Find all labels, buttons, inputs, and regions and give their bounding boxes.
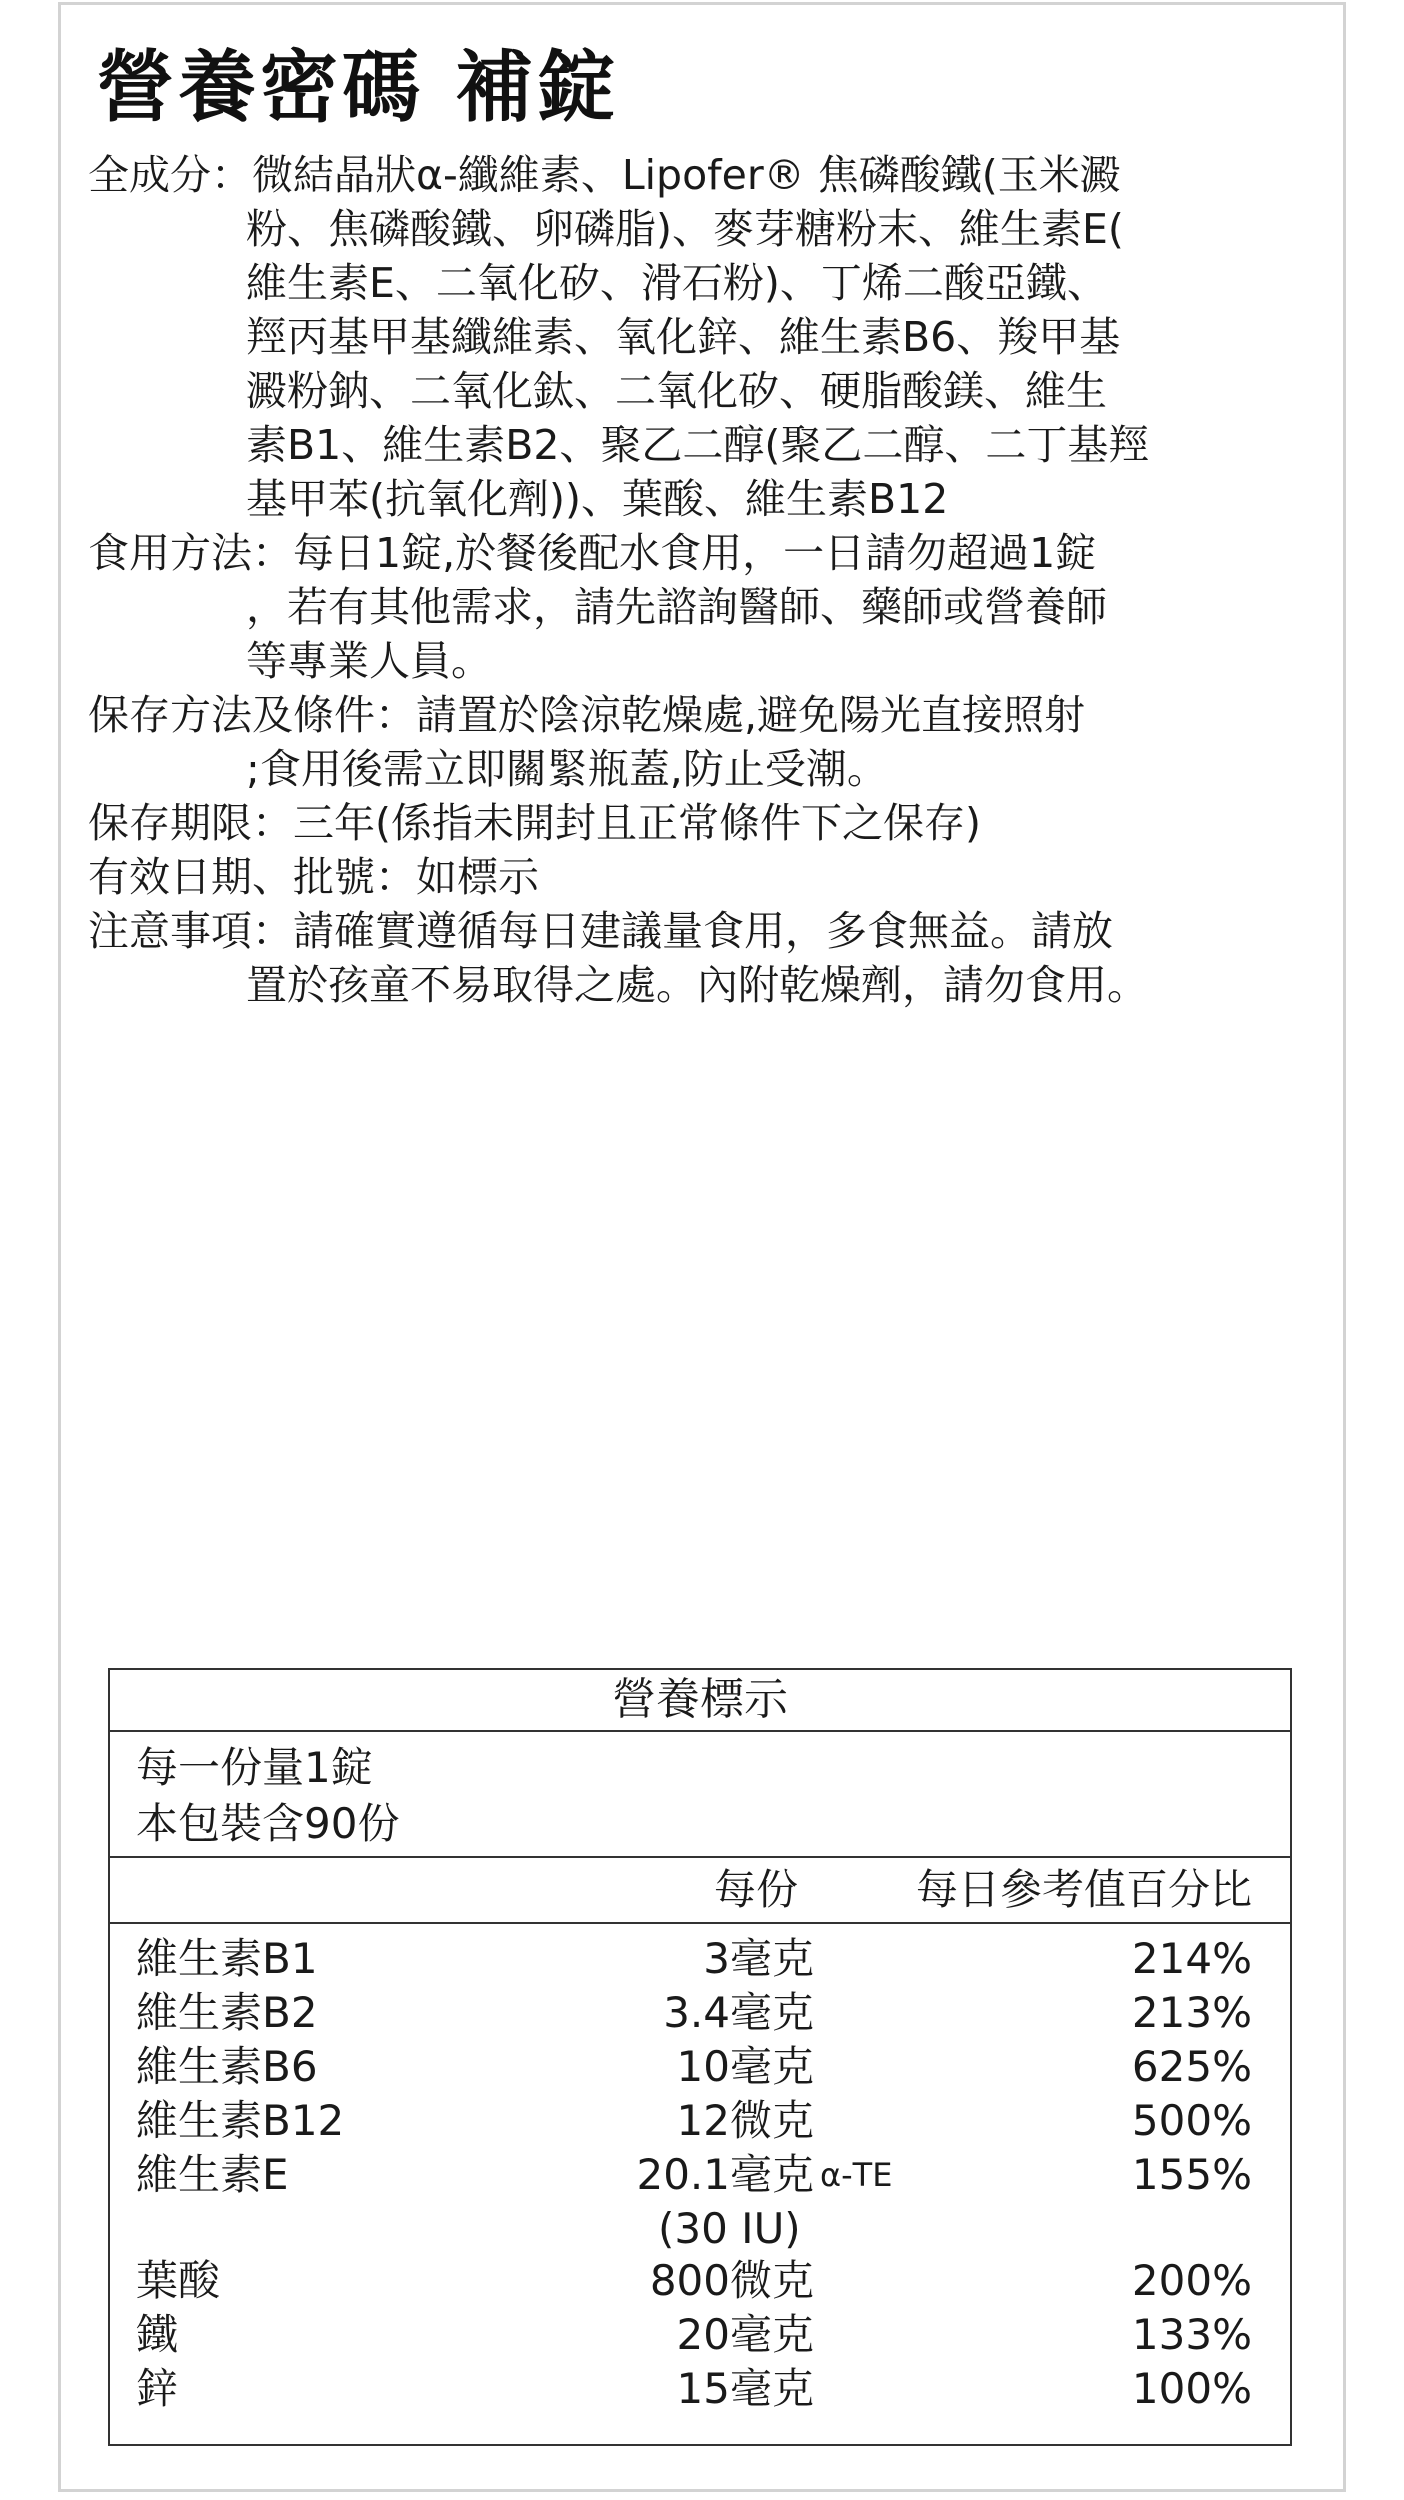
nutrient-row (110, 1986, 1290, 2040)
nutrient-daily-value: 500% (1131, 2096, 1252, 2145)
section-continuation-line: 維生素E、二氧化矽、滑石粉)、丁烯二酸亞鐵、 (246, 259, 1108, 307)
section-continuation-line: ;食用後需立即關緊瓶蓋,防止受潮。 (246, 745, 888, 793)
section-row (88, 796, 1318, 850)
section-label: 保存方法及條件： (88, 691, 416, 739)
section-usage (88, 526, 1318, 688)
nutrient-daily-value: 100% (1131, 2364, 1252, 2413)
nutrient-row (110, 2040, 1290, 2094)
section-continuation-line: 澱粉鈉、二氧化鈦、二氧化矽、硬脂酸鎂、維生 (246, 367, 1107, 415)
section-expiry-batch (88, 850, 1318, 904)
nutrient-amount: 20毫克 (676, 2310, 814, 2359)
nutrient-name: 葉酸 (136, 2256, 221, 2305)
nutrient-amount: 10毫克 (676, 2042, 814, 2091)
nutrient-daily-value: 625% (1131, 2042, 1252, 2091)
nutrient-daily-value: 155% (1131, 2150, 1252, 2199)
section-first-line: 請置於陰涼乾燥處,避免陽光直接照射 (416, 691, 1086, 739)
section-first-line: 三年(係指未開封且正常條件下之保存) (293, 799, 981, 847)
nutrient-daily-value: 213% (1131, 1988, 1252, 2037)
section-first-line: 微結晶狀α-纖維素、Lipofer® 焦磷酸鐵(玉米澱 (252, 151, 1121, 199)
section-row (88, 904, 1318, 958)
section-continuation-line: 羥丙基甲基纖維素、氧化鋅、維生素B6、羧甲基 (246, 313, 1121, 361)
section-label: 保存期限： (88, 799, 293, 847)
section-continuation-line: 置於孩童不易取得之處。內附乾燥劑，請勿食用。 (246, 961, 1148, 1009)
section-continuation-line: 等專業人員。 (246, 637, 492, 685)
nutrition-header-row (110, 1858, 1290, 1924)
section-first-line: 如標示 (416, 853, 539, 901)
nutrient-amount: 3毫克 (703, 1934, 814, 1983)
section-continuation-line: ，若有其他需求，請先諮詢醫師、藥師或營養師 (246, 583, 1107, 631)
product-title: 營養密碼 補錠 (96, 43, 620, 133)
section-continuation-line: 粉、焦磷酸鐵、卵磷脂)、麥芽糖粉末、維生素E( (246, 205, 1124, 253)
section-row (88, 526, 1318, 580)
nutrient-unit-note: α-TE (820, 2156, 893, 2194)
section-row (88, 148, 1318, 202)
section-row (88, 688, 1318, 742)
nutrient-row (110, 1932, 1290, 1986)
nutrient-name: 維生素B1 (136, 1934, 318, 1983)
header-daily-value: 每日參考值百分比 (915, 1865, 1252, 1914)
section-shelf-life (88, 796, 1318, 850)
section-ingredients (88, 148, 1318, 526)
nutrient-name: 鐵 (136, 2310, 179, 2359)
section-storage (88, 688, 1318, 796)
nutrient-row (110, 2094, 1290, 2148)
nutrient-amount: 12微克 (676, 2096, 814, 2145)
nutrition-title: 營養標示 (110, 1670, 1290, 1732)
nutrient-amount: 3.4毫克 (663, 1988, 814, 2037)
ingredients-and-instructions (88, 148, 1318, 1012)
nutrient-daily-value: 133% (1131, 2310, 1252, 2359)
nutrient-name: 維生素B2 (136, 1988, 318, 2037)
nutrient-amount: 800微克 (649, 2256, 814, 2305)
section-label: 有效日期、批號： (88, 853, 416, 901)
nutrient-daily-value: 200% (1131, 2256, 1252, 2305)
servings-per-package: 本包裝含90份 (136, 1799, 400, 1848)
section-row (88, 850, 1318, 904)
nutrient-name: 維生素E (136, 2150, 289, 2199)
nutrition-facts-table (108, 1668, 1292, 2446)
nutrient-sub-row (110, 2202, 1290, 2254)
nutrient-daily-value: 214% (1131, 1934, 1252, 1983)
section-label: 注意事項： (88, 907, 293, 955)
nutrient-row (110, 2148, 1290, 2202)
nutrient-row (110, 2254, 1290, 2308)
serving-size: 每一份量1錠 (136, 1743, 373, 1792)
section-continuation-line: 基甲苯(抗氧化劑))、葉酸、維生素B12 (246, 475, 949, 523)
serving-info (110, 1732, 1290, 1858)
nutrient-alt-unit: (30 IU) (658, 2204, 801, 2253)
section-first-line: 請確實遵循每日建議量食用，多食無益。請放 (293, 907, 1113, 955)
nutrient-row (110, 2362, 1290, 2416)
nutrient-row (110, 2308, 1290, 2362)
section-first-line: 每日1錠,於餐後配水食用，一日請勿超過1錠 (293, 529, 1097, 577)
nutrient-name: 維生素B6 (136, 2042, 318, 2091)
section-continuation-line: 素B1、維生素B2、聚乙二醇(聚乙二醇、二丁基羥 (246, 421, 1150, 469)
nutrient-name: 鋅 (136, 2364, 179, 2413)
section-label: 全成分： (88, 151, 252, 199)
nutrient-name: 維生素B12 (136, 2096, 345, 2145)
section-precautions (88, 904, 1318, 1012)
nutrient-amount: 20.1毫克 (636, 2150, 814, 2199)
nutrition-rows (110, 1924, 1290, 2416)
section-label: 食用方法： (88, 529, 293, 577)
nutrient-amount: 15毫克 (676, 2364, 814, 2413)
header-per-serving: 每份 (713, 1865, 798, 1914)
